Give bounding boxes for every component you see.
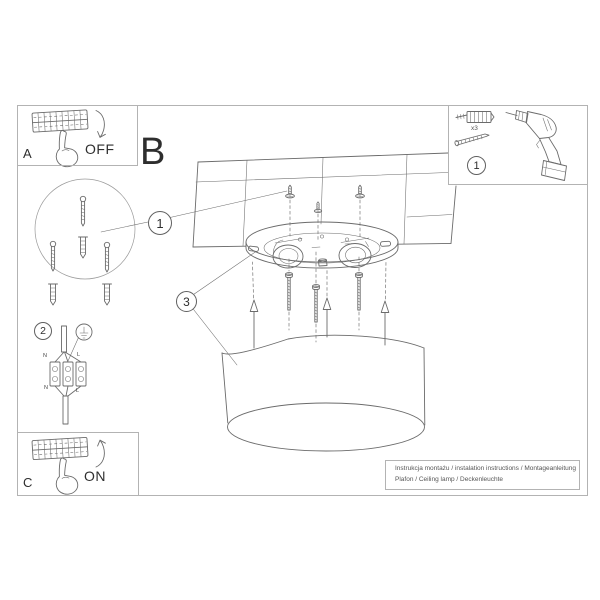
step-c-panel — [17, 432, 139, 496]
step-b-letter: B — [140, 131, 166, 173]
callout-2-badge: 2 — [34, 322, 52, 340]
ceiling-screws — [286, 185, 365, 240]
canopy-drawing — [246, 222, 398, 268]
screw-icon — [50, 241, 55, 271]
screw-icon — [314, 202, 321, 213]
lamp-socket-icon — [339, 238, 371, 268]
step-c-letter: C — [23, 475, 33, 490]
shade-clip-icon — [380, 241, 390, 246]
magnifier-detail — [35, 179, 135, 305]
wall-anchor-icon — [79, 237, 88, 258]
parts-step-badge: 1 — [467, 156, 486, 175]
cable-top-icon — [62, 326, 67, 352]
mounting-arrows — [250, 260, 389, 348]
screw-icon — [356, 185, 365, 198]
footer-box — [385, 460, 580, 490]
screw-icon — [286, 185, 295, 198]
screw-icon — [313, 285, 320, 322]
footer-title-line: Instrukcja montażu / instalation instructions / Montageanleitung — [395, 465, 577, 472]
step-a-state-label: OFF — [85, 141, 115, 157]
lampshade-drawing — [222, 335, 425, 451]
anchor-quantity-label: x3 — [471, 125, 478, 132]
footer-product-line: Plafon / Ceiling lamp / Deckenleuchte — [395, 476, 504, 483]
screw-icon — [104, 242, 109, 272]
wire-label-n-top: N — [43, 353, 47, 359]
lamp-socket-icon — [273, 239, 303, 269]
cable-bottom-icon — [63, 396, 68, 424]
wire-label-l-top: L — [77, 352, 81, 358]
callout-3-badge: 3 — [176, 291, 197, 312]
step-c-state-label: ON — [84, 468, 106, 484]
wall-anchor-icon — [49, 284, 58, 305]
callout-1-badge: 1 — [148, 211, 172, 235]
step-a-panel — [17, 105, 138, 166]
wire-label-n-bottom: N — [44, 385, 48, 391]
step-a-letter: A — [23, 146, 32, 161]
magnifier-circle — [35, 179, 135, 279]
screw-icon — [286, 273, 293, 310]
screw-icon — [356, 273, 363, 310]
terminal-block-icon — [50, 362, 86, 386]
screw-icon — [80, 196, 85, 226]
parts-panel — [448, 105, 588, 185]
wiring-diagram-art — [50, 324, 92, 424]
wall-anchor-icon — [103, 284, 112, 305]
callout-lines — [101, 191, 287, 365]
wire-label-l-bottom: L — [76, 388, 80, 394]
